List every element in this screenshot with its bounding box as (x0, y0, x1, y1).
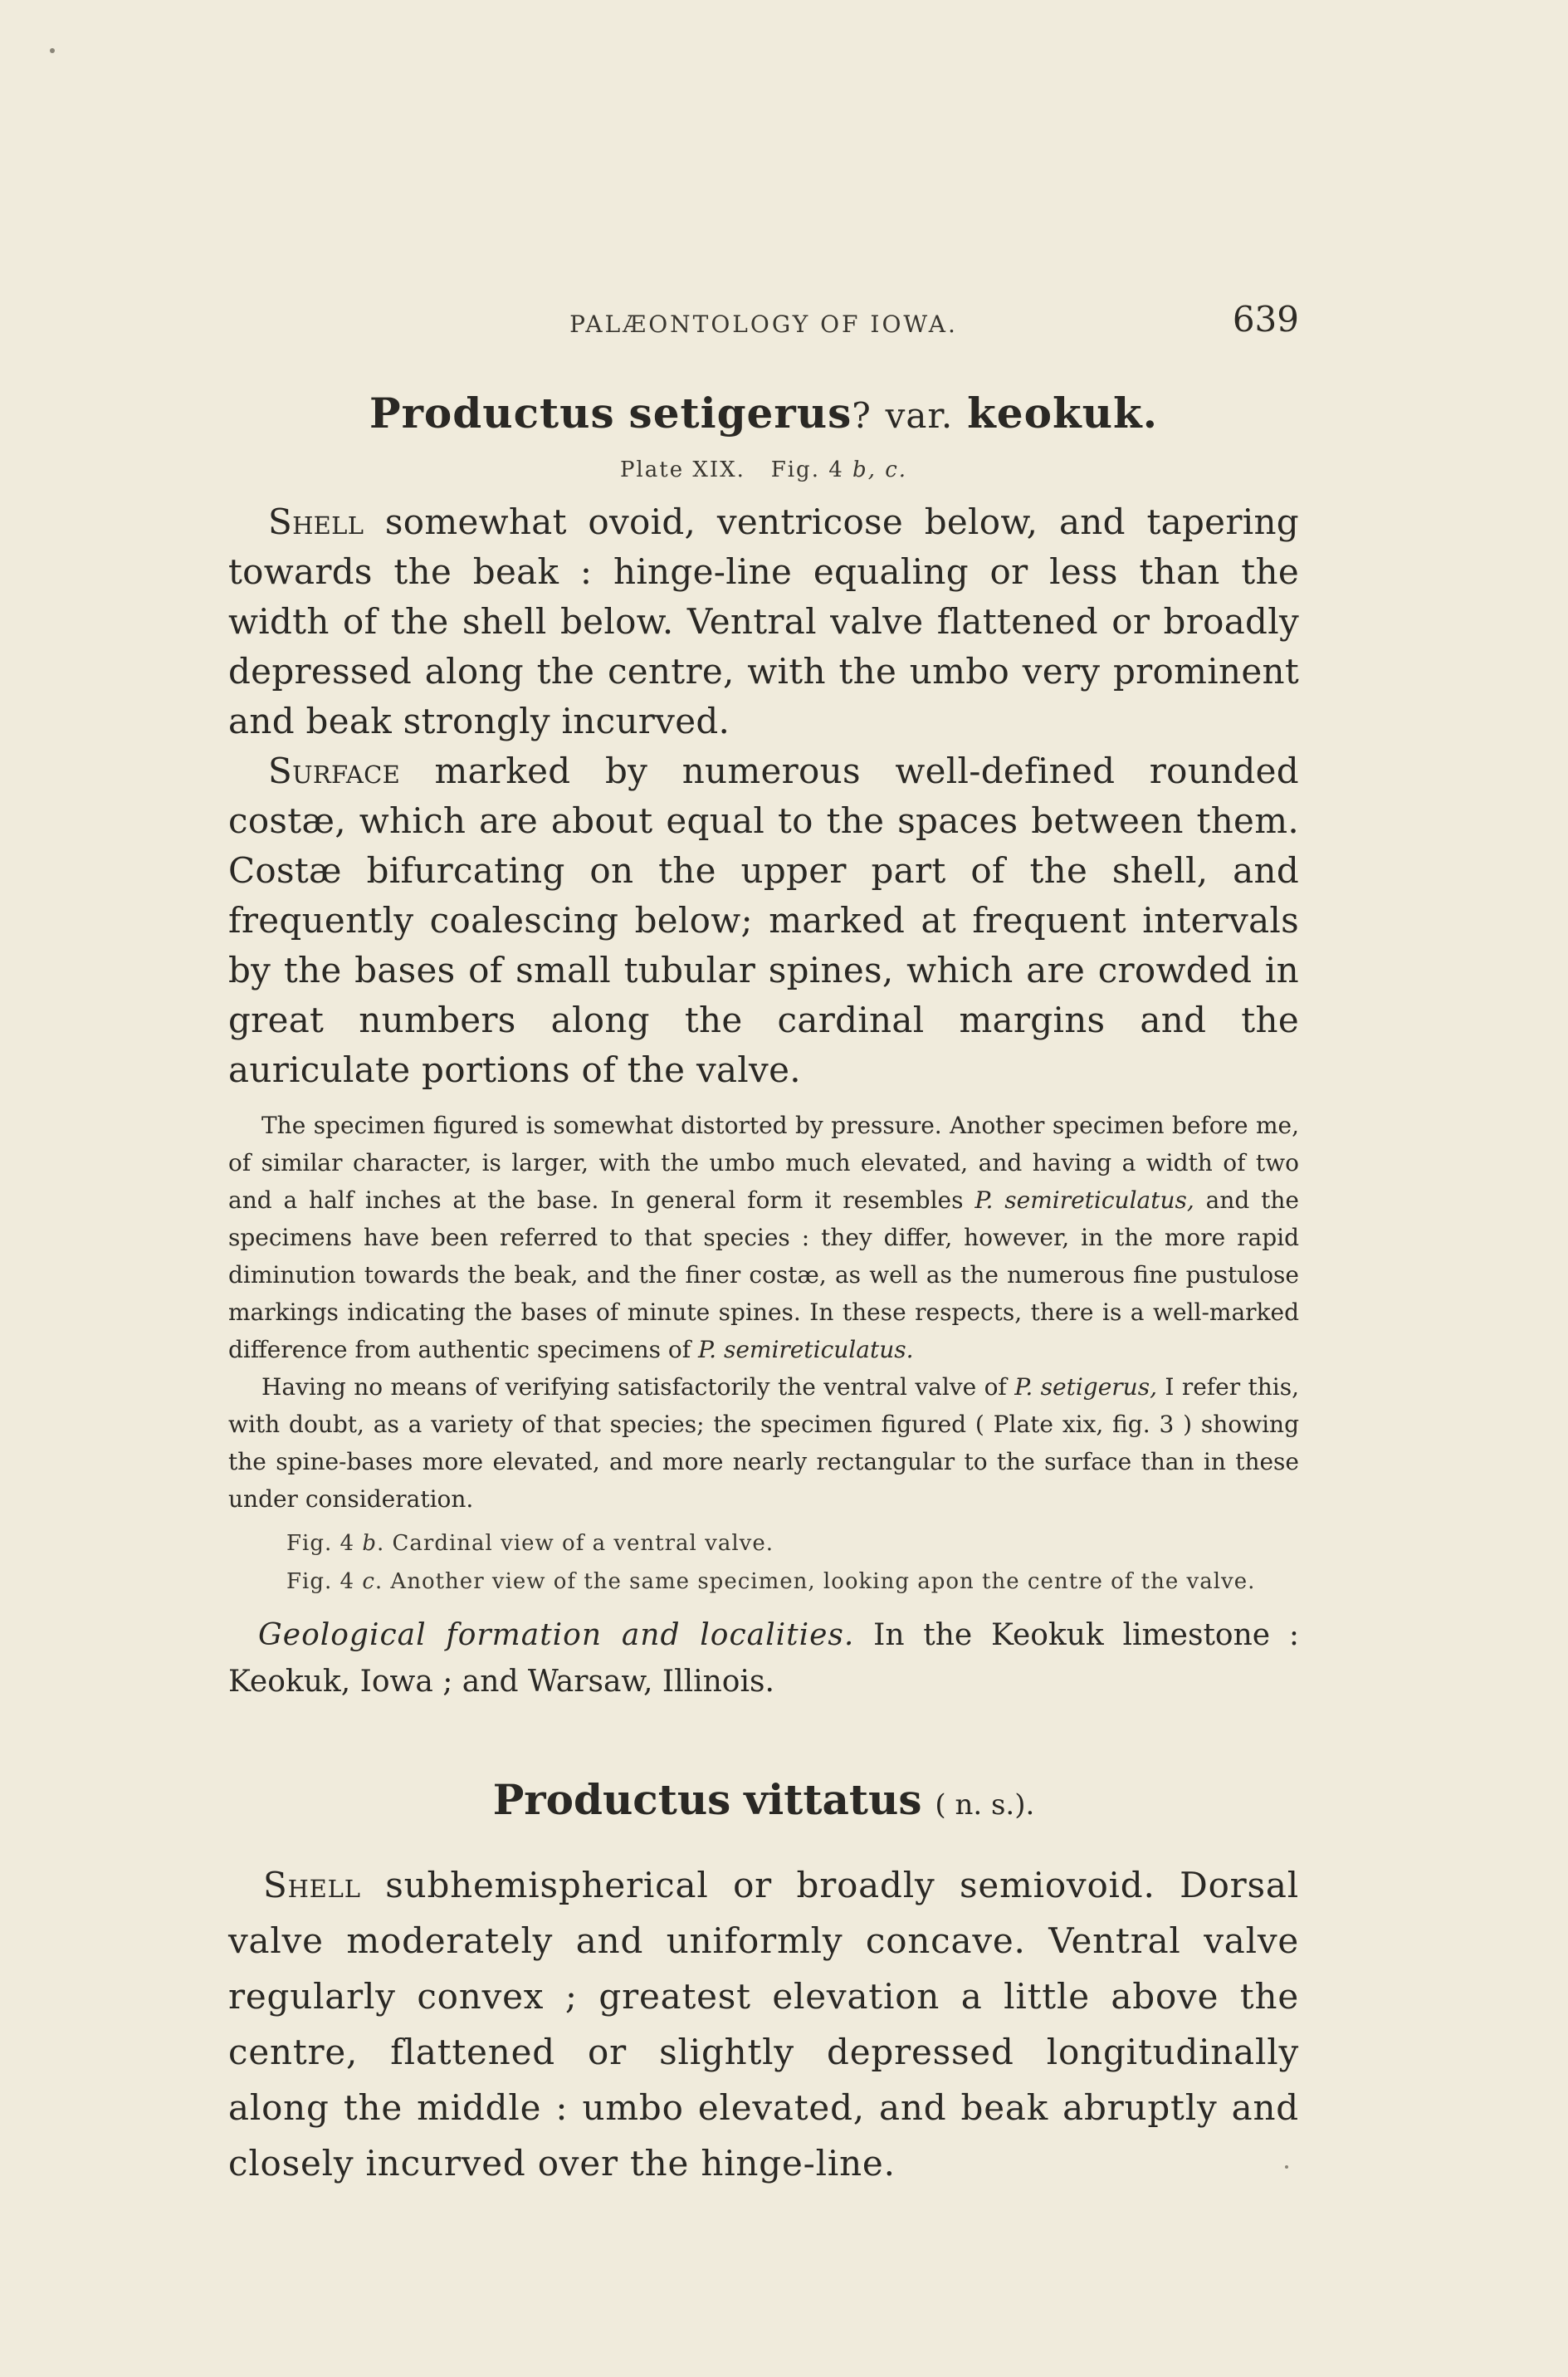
geology-text: In the Keokuk limestone : Keokuk, Iowa ; and Warsaw, Illinois. (228, 1618, 1299, 1699)
caption-text: . Cardinal view of a ventral valve. (377, 1531, 774, 1556)
surface-text: marked by numerous well-defined rounded costæ, which are about equal to the spaces between them. Costæ bifurcating on the upper part of the shell, and frequently coalescing below; marked at frequent intervals by the bases of small tubular spines, which are crowded in great numbers along the cardinal margins and the auriculate portions of the valve. (228, 751, 1299, 1090)
note1-italic-1: P. semireticulatus, (975, 1186, 1194, 1214)
species-name: vittatus (744, 1775, 922, 1824)
shell-lead: Shell (263, 1865, 361, 1905)
figure-captions (228, 1524, 1299, 1601)
shell-description (228, 497, 1299, 746)
shell-text: subhemispherical or broadly semiovoid. Dorsal valve moderately and uniformly concave. Ventral valve regularly convex ; greatest elevation a little above the centre, flattened or slightly depressed longitudinally along the middle : umbo elevated, and beak abruptly and closely incurved over the hinge-line. (228, 1865, 1299, 2184)
paper-speck (50, 48, 55, 53)
caption-text: . Another view of the same specimen, looking apon the centre of the valve. (374, 1569, 1256, 1594)
figure-caption (228, 1524, 1299, 1563)
query-mark: ? (852, 395, 872, 436)
geological-formation (228, 1612, 1299, 1705)
var-label: var. (885, 395, 954, 436)
species-heading-1 (228, 389, 1299, 438)
plate-reference (228, 457, 1299, 482)
page-number: 639 (1232, 299, 1299, 340)
species-name: setigerus (628, 389, 852, 438)
shell-lead: Shell (268, 501, 364, 542)
fig-letters: b, c. (852, 457, 908, 482)
genus-name: Productus (492, 1775, 731, 1824)
running-title: PALÆONTOLOGY OF IOWA. (569, 311, 958, 338)
note-paragraph-1 (228, 1107, 1299, 1368)
paper-speck (1285, 2165, 1288, 2169)
surface-description (228, 746, 1299, 1095)
shell-text: somewhat ovoid, ventricose below, and tapering towards the beak : hinge-line equaling or less than the width of the shell below. Ventral valve flattened or broadly depressed along the centre, with the umbo very prominent and beak strongly incurved. (228, 501, 1299, 741)
fig-label: Fig. 4 (770, 457, 844, 482)
caption-label: Fig. 4 (286, 1569, 363, 1594)
caption-letter: b (362, 1531, 377, 1556)
shell-description-2 (228, 1857, 1299, 2191)
plate-label: Plate XIX. (619, 457, 745, 482)
species-heading-2 (228, 1775, 1299, 1824)
surface-lead: Surface (268, 751, 401, 791)
note2-italic: P. setigerus, (1014, 1373, 1157, 1401)
caption-letter: c (362, 1569, 375, 1594)
note2-text-a: Having no means of verifying satisfactorily the ventral valve of (261, 1373, 1015, 1401)
running-header (228, 299, 1299, 349)
note1-text-b: and the specimens have been referred to that species : they differ, however, in the more rapid diminution towards the beak, and the finer costæ, as well as the numerous fine pustulose markings indicating the bases of minute spines. In these respects, there is a well-marked difference from authentic specimens of (228, 1186, 1300, 1363)
note1-text-a: The specimen figured is somewhat distorted by pressure. Another specimen before me, of similar character, is larger, with the umbo much elevated, and having a width of two and a half inches at the base. In general form it resembles (228, 1112, 1299, 1214)
page (228, 299, 1299, 2191)
note2-text-b: I refer this, with doubt, as a variety of that species; the specimen figured ( Plate xix, fig. 3 ) showing the spine-bases more elevated, and more nearly rectangular to the surface than in these under consideration. (228, 1373, 1300, 1513)
note-paragraph-2 (228, 1368, 1299, 1518)
caption-label: Fig. 4 (286, 1531, 363, 1556)
geology-label: Geological formation and localities. (258, 1618, 855, 1652)
figure-caption (228, 1563, 1299, 1601)
variety-name: keokuk. (967, 389, 1159, 438)
new-species-mark: ( n. s.). (935, 1788, 1035, 1822)
note1-italic-2: P. semireticulatus. (698, 1336, 914, 1363)
genus-name: Productus (369, 389, 615, 438)
